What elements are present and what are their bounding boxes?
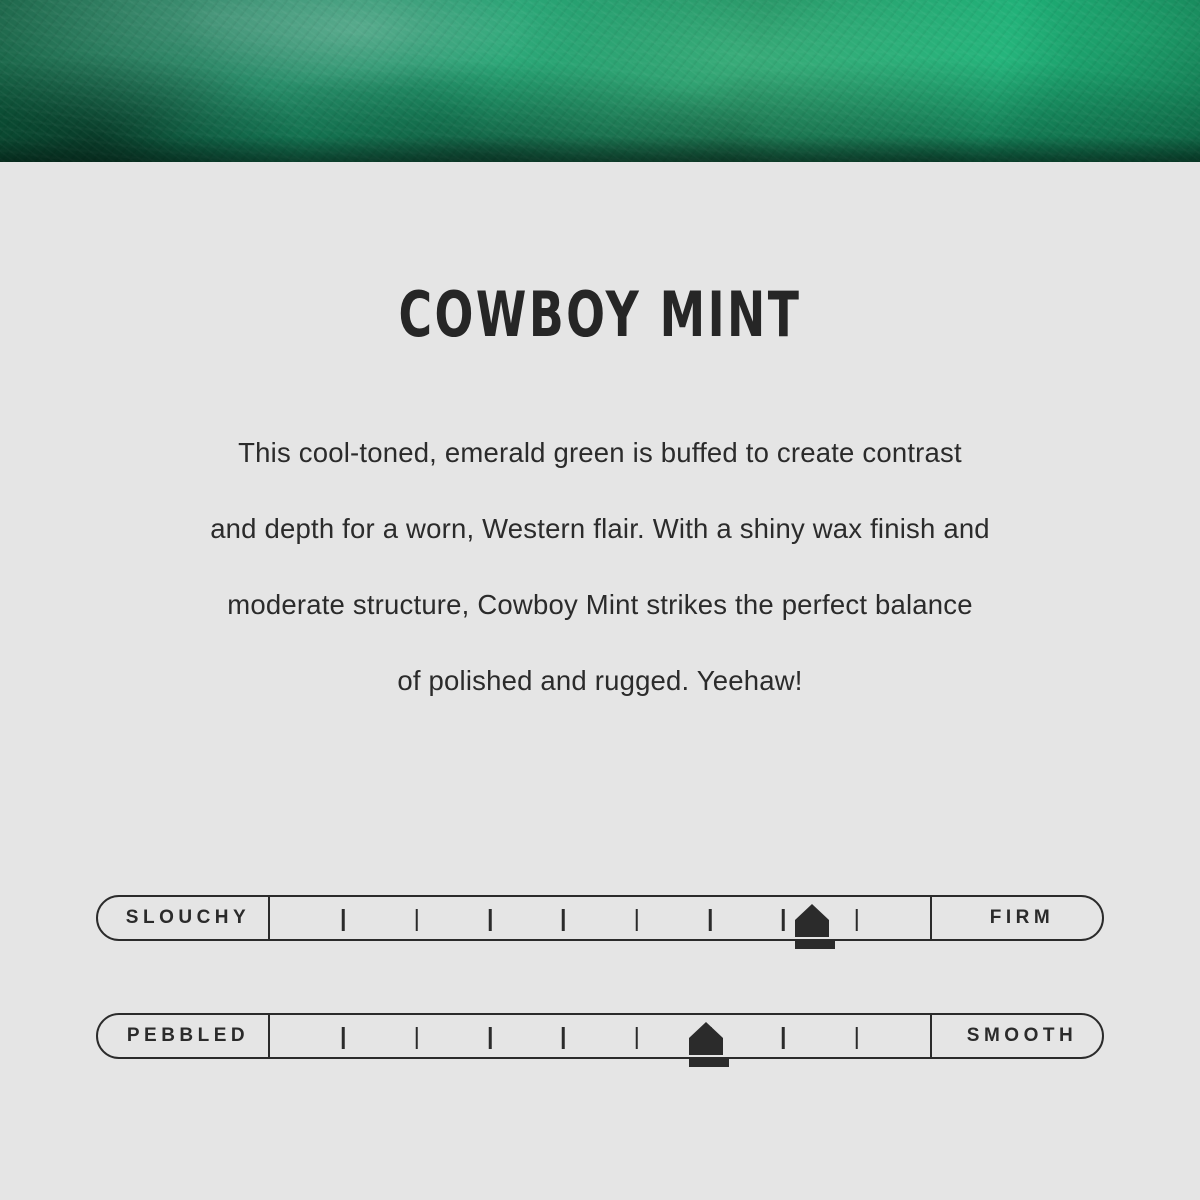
attribute-sliders — [0, 895, 1200, 1059]
leather-swatch-banner — [0, 0, 1200, 162]
slider-tick — [635, 909, 638, 931]
page-title: COWBOY MINT — [398, 278, 802, 351]
slider-tick — [709, 909, 712, 931]
slider-tick — [415, 909, 418, 931]
marker-foot — [689, 1058, 729, 1067]
slider-tick — [855, 909, 858, 931]
swatch-bottom-edge — [0, 136, 1200, 162]
slider-tick — [635, 1027, 638, 1049]
slider-tick — [709, 1027, 712, 1049]
description-line: of polished and rugged. Yeehaw! — [397, 665, 803, 696]
slider-left-label: SLOUCHY — [98, 897, 270, 939]
slider-right-label: SMOOTH — [930, 1015, 1102, 1057]
slider-tick — [342, 1027, 345, 1049]
slider-track[interactable] — [96, 1013, 1104, 1059]
slider-tick-area[interactable] — [270, 1015, 930, 1057]
slider-tick — [562, 1027, 565, 1049]
slider-tick — [489, 909, 492, 931]
slider-structure[interactable] — [96, 895, 1104, 941]
card-content — [0, 278, 1200, 1059]
slider-tick — [562, 909, 565, 931]
slider-tick — [855, 1027, 858, 1049]
description-line: and depth for a worn, Western flair. With a shiny wax finish and — [210, 513, 990, 544]
slider-left-label: PEBBLED — [98, 1015, 270, 1057]
slider-tick — [489, 1027, 492, 1049]
slider-tick — [782, 909, 785, 931]
description-line: This cool-toned, emerald green is buffed to create contrast — [238, 437, 962, 468]
description-line: moderate structure, Cowboy Mint strikes the perfect balance — [227, 589, 973, 620]
slider-tick — [415, 1027, 418, 1049]
slider-texture[interactable] — [96, 1013, 1104, 1059]
product-description — [125, 415, 1075, 719]
marker-foot — [795, 940, 835, 949]
slider-tick — [342, 909, 345, 931]
slider-track[interactable] — [96, 895, 1104, 941]
slider-tick-area[interactable] — [270, 897, 930, 939]
slider-right-label: FIRM — [930, 897, 1102, 939]
slider-tick — [782, 1027, 785, 1049]
